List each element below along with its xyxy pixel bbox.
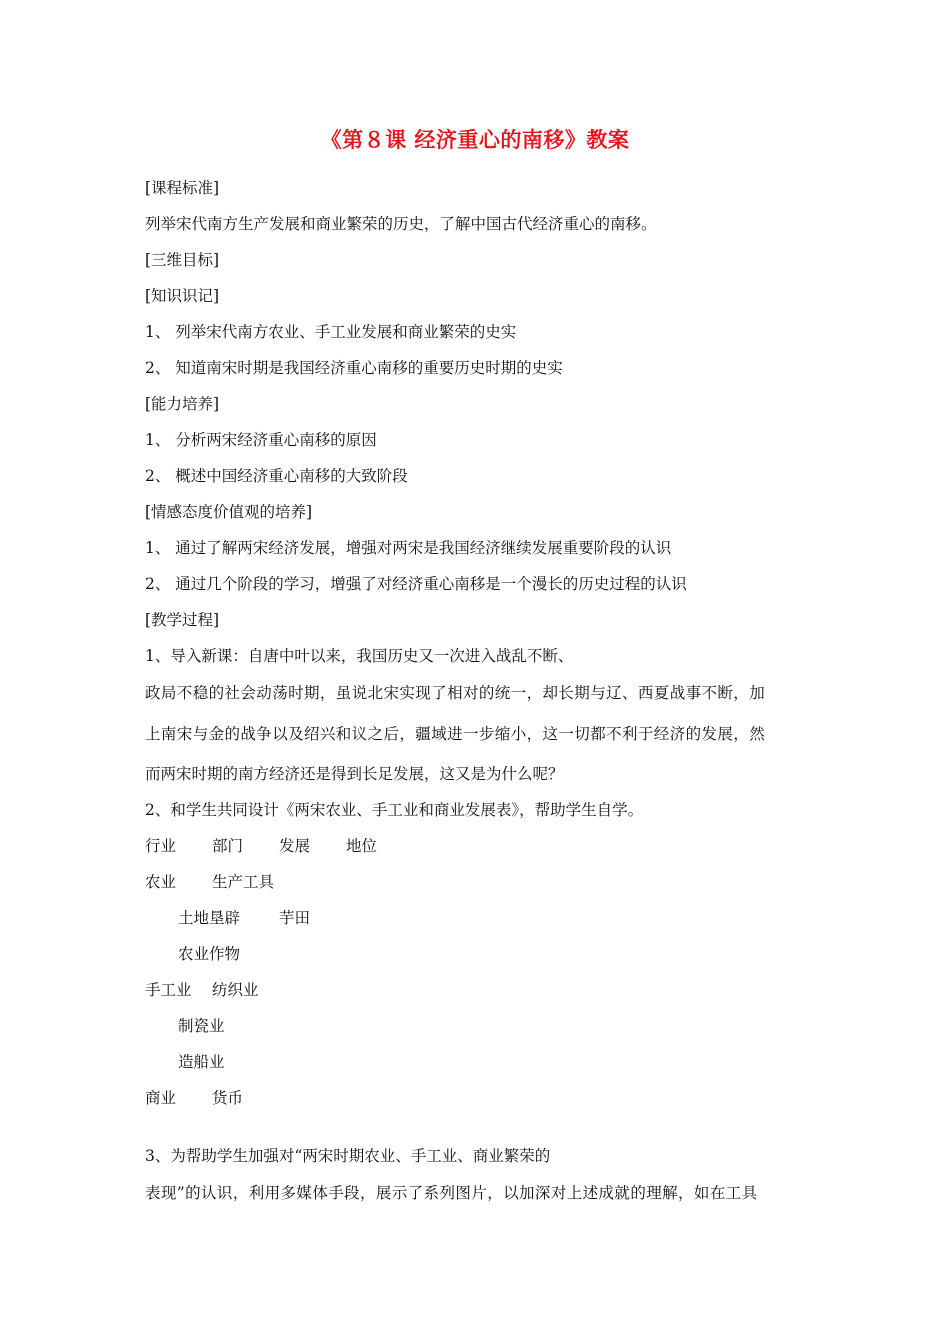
table-cell: 农业作物 [178,945,241,963]
paragraph: 2、和学生共同设计《两宋农业、手工业和商业发展表》，帮助学生自学。 [145,801,644,819]
list-item: 1、 通过了解两宋经济发展，增强对两宋是我国经济继续发展重要阶段的认识 [145,539,672,557]
section-heading: [课程标准] [145,179,220,197]
table-cell: 制瓷业 [178,1017,225,1035]
paragraph: 政局不稳的社会动荡时期，虽说北宋实现了相对的统一，却长期与辽、西夏战事不断，加 [145,684,766,702]
list-item: 2、 通过几个阶段的学习，增强了对经济重心南移是一个漫长的历史过程的认识 [145,575,687,593]
list-item: 1、 列举宋代南方农业、手工业发展和商业繁荣的史实 [145,323,517,341]
table-cell: 土地垦辟 [178,909,241,927]
table-header: 行业 [145,837,177,855]
table-cell: 手工业 [145,981,192,999]
section-heading: [能力培养] [145,395,220,413]
table-header: 部门 [212,837,244,855]
list-item: 2、 知道南宋时期是我国经济重心南移的重要历史时期的史实 [145,359,563,377]
list-item: 1、 分析两宋经济重心南移的原因 [145,431,377,449]
paragraph: 上南宋与金的战争以及绍兴和议之后，疆域进一步缩小，这一切都不利于经济的发展，然 [145,725,766,743]
table-cell: 造船业 [178,1053,225,1071]
section-heading: [情感态度价值观的培养] [145,503,313,521]
paragraph: 1、导入新课：自唐中叶以来，我国历史又一次进入战乱不断、 [145,647,574,665]
table-header: 发展 [279,837,311,855]
table-cell: 芋田 [279,909,311,927]
section-heading: [三维目标] [145,251,220,269]
list-item: 2、 概述中国经济重心南移的大致阶段 [145,467,408,485]
table-cell: 纺织业 [212,981,259,999]
table-cell: 农业 [145,873,177,891]
paragraph: 表现”的认识，利用多媒体手段，展示了系列图片，以加深对上述成就的理解，如在工具 [145,1184,758,1202]
document-title: 《第８课 经济重心的南移》教案 [320,128,630,152]
table-cell: 商业 [145,1089,177,1107]
section-heading: [教学过程] [145,611,220,629]
table-header: 地位 [346,837,378,855]
paragraph: 而两宋时期的南方经济还是得到长足发展，这又是为什么呢？ [145,765,564,783]
section-heading: [知识识记] [145,287,220,305]
table-cell: 生产工具 [212,873,275,891]
paragraph: 3、为帮助学生加强对“两宋时期农业、手工业、商业繁荣的 [145,1147,551,1165]
table-cell: 货币 [212,1089,244,1107]
paragraph: 列举宋代南方生产发展和商业繁荣的历史，了解中国古代经济重心的南移。 [145,215,657,233]
